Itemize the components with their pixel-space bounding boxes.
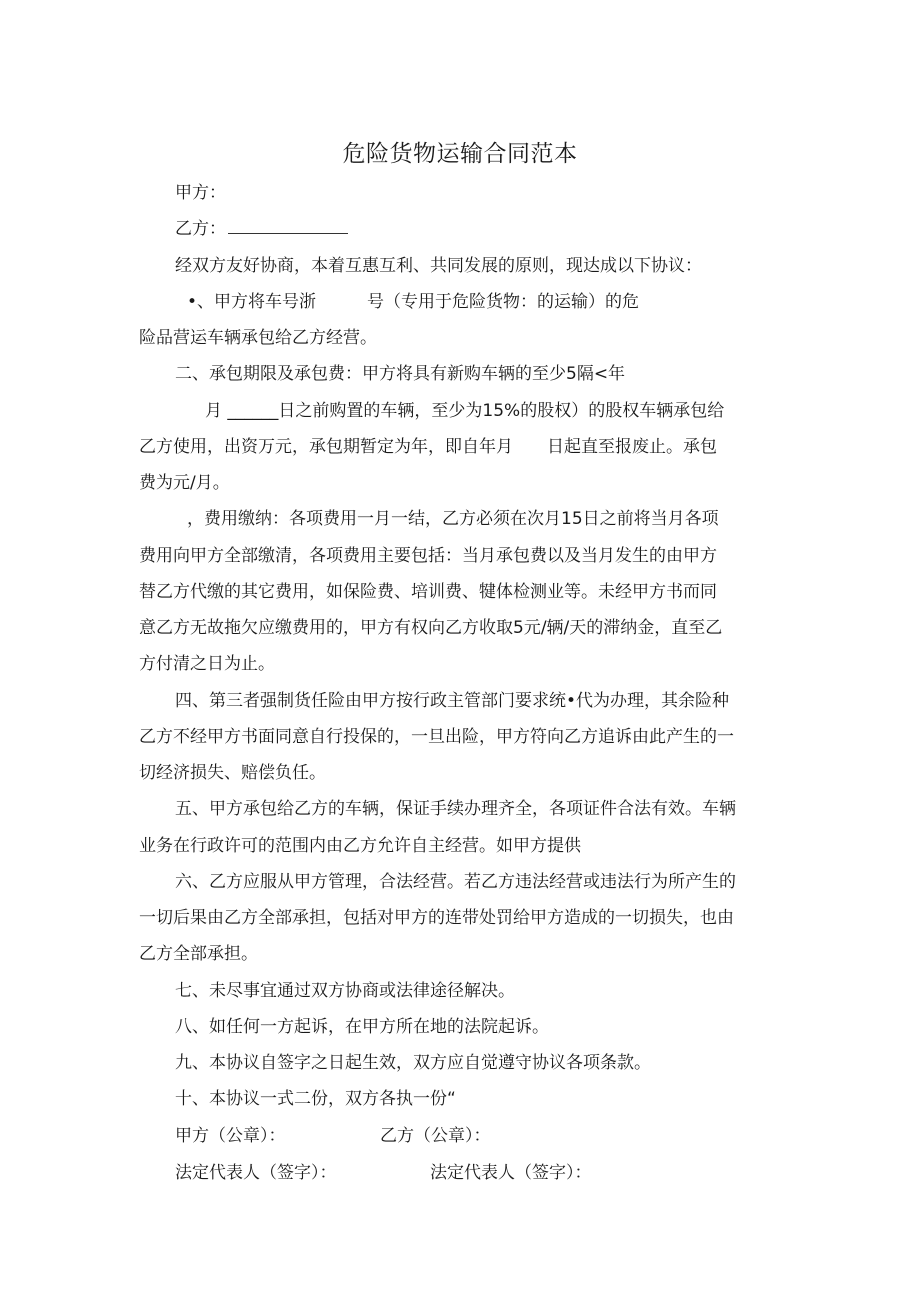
clause-2-line-4: 费为元/月。 (139, 473, 230, 493)
document-title: 危险货物运输合同范本 (342, 141, 578, 167)
party-b-label: 乙方： (175, 219, 226, 239)
clause-1-line-1: •、甲方将车号浙 号（专用于危险货物：的运输）的危 (187, 292, 640, 312)
clause-3-line-5: 方付清之日为止。 (139, 654, 275, 674)
clause-3-line-1: ，费用缴纳：各项费用一月一结，乙方必须在次月15日之前将当月各项 (187, 509, 719, 529)
clause-5-line-2: 业务在行政许可的范围内由乙方允许自主经营。如甲方提供 (139, 836, 581, 856)
clause-6-line-2: 一切后果由乙方全部承担，包括对甲方的连带处罚给甲方造成的一切损失，也由 (139, 908, 734, 928)
party-a-representative: 法定代表人（签字）： (175, 1163, 337, 1183)
clause-7-line: 七、未尽事宜通过双方协商或法律途径解决。 (175, 981, 515, 1001)
clause-6-line-3: 乙方全部承担。 (139, 944, 258, 964)
clause-4-line-1: 四、第三者强制货任险由甲方按行政主管部门要求统•代为办理，其余险种 (175, 691, 730, 711)
party-a-seal: 甲方（公章）： (175, 1126, 286, 1146)
party-b-seal: 乙方（公章）： (380, 1126, 491, 1146)
clause-2-line-3: 乙方使用，出资万元，承包期暂定为年，即自年月 日起直至报废止。承包 (139, 437, 717, 457)
clause-1-line-2: 险品营运车辆承包给乙方经营。 (139, 328, 377, 348)
clause-6-line-1: 六、乙方应服从甲方管理，合法经营。若乙方违法经营或违法行为所产生的 (175, 872, 736, 892)
party-b-line (175, 217, 348, 241)
clause-10-line: 十、本协议一式二份，双方各执一份“ (175, 1089, 456, 1109)
clause-3-line-2: 费用向甲方全部缴清，各项费用主要包括：当月承包费以及当月发生的由甲方 (139, 546, 717, 566)
party-b-blank (228, 217, 348, 234)
clause-2-line-1: 二、承包期限及承包费：甲方将具有新购车辆的至少5隔<年 (175, 364, 626, 384)
clause-4-line-2: 乙方不经甲方书面同意自行投保的，一旦出险，甲方符向乙方追诉由此产生的一 (139, 727, 734, 747)
clause-8-line: 八、如任何一方起诉，在甲方所在地的法院起诉。 (175, 1017, 549, 1037)
clause-2-line-2: 月 ______日之前购置的车辆，至少为15%的股权）的股权车辆承包给 (205, 401, 725, 421)
clause-5-line-1: 五、甲方承包给乙方的车辆，保证手续办理齐全，各项证件合法有效。车辆 (175, 799, 736, 819)
intro-line: 经双方友好协商，本着互惠互利、共同发展的原则，现达成以下协议： (175, 256, 702, 276)
clause-3-line-3: 替乙方代缴的其它费用，如保险费、培训费、犍体检测业等。未经甲方书而同 (139, 582, 717, 602)
clause-9-line: 九、本协议自签字之日起生效，双方应自觉遵守协议各项条款。 (175, 1053, 651, 1073)
clause-3-line-4: 意乙方无故拖欠应缴费用的，甲方有权向乙方收取5元/辆/天的滞纳金，直至乙 (139, 618, 723, 638)
party-b-representative: 法定代表人（签字）： (430, 1163, 592, 1183)
clause-4-line-3: 切经济损失、赔偿负任。 (139, 763, 326, 783)
party-a-line: 甲方： (175, 183, 226, 203)
